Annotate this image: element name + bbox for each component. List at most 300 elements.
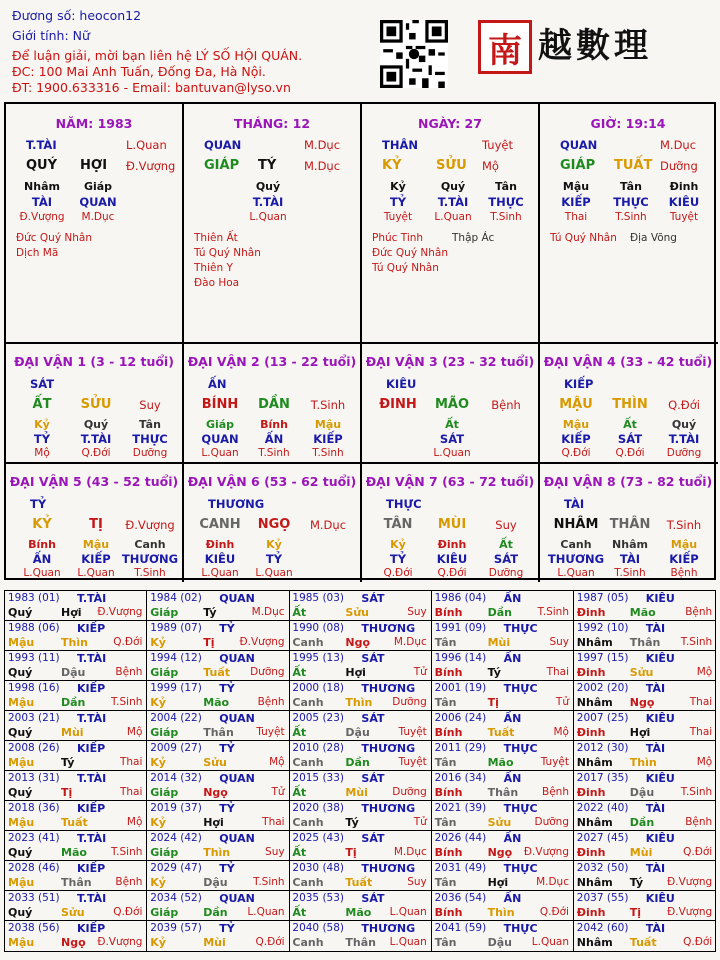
year-can: Canh (292, 876, 324, 889)
year-label: 1983 (01) (8, 592, 60, 604)
year-chi: Mùi (629, 846, 653, 859)
year-label: 1990 (08) (292, 622, 345, 634)
dai-van-star: THỰC (386, 497, 422, 511)
dai-van-hidden-star: ẤN (264, 432, 284, 446)
dai-van-hidden: Đinh (437, 538, 467, 551)
year-can: Mậu (8, 636, 35, 649)
year-status: Mộ (696, 756, 713, 768)
pillar-chi: TÝ (258, 158, 277, 173)
year-cell[interactable] (147, 681, 289, 711)
year-can: Đinh (576, 846, 606, 859)
pillar-can: QUÝ (26, 158, 58, 173)
contact-note[interactable]: Để luận giải, mời bạn liên hệ LÝ SỐ HỘI QUÁN. (12, 48, 303, 63)
year-star: KIẾP (77, 742, 106, 755)
year-label: 2034 (52) (150, 892, 202, 904)
year-cell[interactable] (574, 681, 716, 711)
year-cell[interactable] (289, 891, 431, 921)
dai-van-2[interactable] (184, 342, 362, 462)
dai-van-hidden-star: TÀI (619, 552, 641, 566)
dai-van-hidden-star: ẤN (32, 552, 52, 566)
year-star: QUAN (219, 772, 255, 785)
year-label: 2026 (44) (434, 832, 487, 844)
year-star: SÁT (361, 652, 385, 665)
year-label: 2008 (26) (8, 742, 60, 754)
year-star: KIÊU (645, 592, 675, 605)
year-star: KIÊU (645, 892, 675, 905)
year-status: Mộ (553, 726, 569, 738)
special-star: Địa Võng (630, 232, 677, 244)
dai-van-title: ĐẠI VẬN 4 (33 - 42 tuổi) (543, 354, 713, 369)
year-can: Đinh (576, 786, 606, 799)
year-status: Tử (271, 786, 285, 798)
year-cell[interactable] (5, 801, 147, 831)
year-star: THỰC (503, 922, 538, 935)
year-cell[interactable] (147, 711, 289, 741)
year-cell[interactable] (147, 831, 289, 861)
year-cell[interactable] (147, 651, 289, 681)
year-cell[interactable] (5, 651, 147, 681)
year-star: QUAN (219, 652, 255, 665)
year-status: Mộ (126, 726, 143, 738)
year-chi: Dậu (487, 936, 512, 949)
year-cell[interactable] (432, 801, 574, 831)
hidden-star: THỰC (613, 195, 649, 209)
year-label: 2031 (49) (434, 862, 487, 874)
year-label: 1996 (14) (434, 652, 487, 664)
year-cell[interactable] (289, 801, 431, 831)
year-star: SÁT (361, 592, 385, 605)
dai-van-hidden-star: SÁT (617, 432, 643, 446)
year-status: Bệnh (115, 666, 143, 678)
year-label: 1999 (17) (150, 682, 202, 694)
chart-header (0, 0, 720, 100)
year-star: QUAN (219, 712, 255, 725)
year-star: KIÊU (645, 712, 675, 725)
dai-van-hidden-star: SÁT (439, 432, 465, 446)
year-chi: Tuất (203, 666, 230, 679)
dai-van-can: ĐINH (379, 397, 417, 412)
year-status: Tuyệt (398, 756, 427, 768)
year-label: 2036 (54) (434, 892, 487, 904)
year-star: TỶ (219, 862, 235, 875)
pillar-title: NGÀY: 27 (418, 116, 482, 131)
year-cell[interactable] (574, 801, 716, 831)
pillar-top-star: QUAN (560, 138, 598, 152)
dai-van-chi: TỊ (89, 517, 103, 532)
year-star: SÁT (361, 832, 385, 845)
special-star: Phúc Tinh (372, 232, 424, 244)
dai-van-can: BÍNH (201, 397, 239, 412)
year-label: 2009 (27) (150, 742, 202, 754)
dai-van-hidden-star: KIÊU (436, 552, 468, 566)
year-cell[interactable] (432, 681, 574, 711)
year-cell[interactable] (432, 891, 574, 921)
year-can: Mậu (8, 756, 35, 769)
year-cell[interactable] (574, 591, 716, 621)
qr-code-icon[interactable] (380, 20, 448, 88)
year-label: 2033 (51) (8, 892, 60, 904)
dai-van-8[interactable] (540, 462, 718, 582)
year-can: Canh (292, 816, 324, 829)
year-cell[interactable] (574, 651, 716, 681)
year-star: THƯƠNG (361, 862, 416, 875)
year-status: Đ.Vượng (667, 906, 713, 918)
year-cell[interactable] (289, 741, 431, 771)
year-chi: Sửu (203, 756, 227, 769)
year-can: Quý (8, 846, 33, 859)
special-star: Tú Quý Nhân (194, 247, 261, 259)
year-chi: Hợi (203, 816, 224, 829)
dai-van-status: Suy (139, 398, 161, 412)
year-star: KIẾP (77, 622, 106, 635)
hidden-star: T.TÀI (437, 195, 469, 209)
dai-van-hidden-star: TỶ (389, 552, 407, 566)
year-chi: Ngọ (629, 696, 655, 709)
pillar-top-status: L.Quan (126, 138, 167, 152)
year-status: Dưỡng (250, 666, 285, 678)
year-chi: Mùi (487, 636, 511, 649)
year-cell[interactable] (147, 741, 289, 771)
year-can: Tân (434, 636, 457, 649)
dai-van-hidden-star: THƯƠNG (121, 552, 179, 566)
year-chi: Tị (487, 696, 499, 709)
year-chi: Thìn (487, 906, 515, 919)
year-star: KIẾP (77, 682, 106, 695)
year-chi: Thân (629, 636, 661, 649)
dai-van-hidden-star: KIẾP (669, 552, 699, 566)
hidden-status: L.Quan (249, 211, 287, 223)
dai-van-hidden-status: Q.Đới (615, 447, 645, 459)
year-cell[interactable] (5, 831, 147, 861)
year-cell[interactable] (432, 921, 574, 951)
year-can: Ất (292, 666, 307, 679)
year-chi: Tý (61, 756, 75, 769)
pillar-top-status: M.Dục (660, 138, 697, 152)
year-cell[interactable] (147, 891, 289, 921)
year-cell[interactable] (289, 591, 431, 621)
year-cell[interactable] (289, 921, 431, 951)
year-cell[interactable] (5, 621, 147, 651)
year-status: Q.Đới (539, 906, 569, 918)
dai-van-hidden-status: L.Quan (433, 447, 471, 459)
year-label: 2037 (55) (576, 892, 629, 904)
year-chi: Thìn (203, 846, 231, 859)
year-status: Tuyệt (256, 726, 285, 738)
year-star: ẤN (503, 832, 522, 845)
year-chi: Hợi (629, 726, 651, 739)
year-status: Đ.Vượng (667, 876, 713, 888)
year-chi: Dậu (61, 666, 86, 679)
year-cell[interactable] (432, 651, 574, 681)
year-status: T.Sinh (253, 876, 285, 888)
year-status: M.Dục (393, 636, 427, 648)
year-label: 2019 (37) (150, 802, 202, 814)
dai-van-hidden-star: KIÊU (204, 552, 236, 566)
year-label: 1993 (11) (8, 652, 60, 664)
year-label: 2027 (45) (576, 832, 629, 844)
year-status: Bệnh (257, 696, 285, 708)
year-star: TÀI (645, 742, 666, 755)
pillar-chi-status: Mộ (482, 159, 499, 173)
dai-van-status: Suy (495, 518, 517, 532)
hidden-star: TỶ (389, 195, 407, 209)
year-cell[interactable] (432, 591, 574, 621)
dai-van-status: Đ.Vượng (125, 518, 175, 532)
hidden-stem: Mậu (562, 180, 590, 193)
year-star: ẤN (503, 592, 522, 605)
hidden-stem: Nhâm (24, 180, 60, 193)
year-cell[interactable] (432, 771, 574, 801)
year-label: 1987 (05) (576, 592, 629, 604)
year-label: 2040 (58) (292, 922, 345, 934)
year-can: Kỷ (150, 696, 166, 709)
year-cell[interactable] (574, 891, 716, 921)
dai-van-1[interactable] (6, 342, 184, 462)
year-chi: Hợi (487, 876, 509, 889)
year-cell[interactable] (289, 861, 431, 891)
dai-van-5[interactable] (6, 462, 184, 582)
year-label: 2014 (32) (150, 772, 202, 784)
year-chi: Dậu (345, 726, 370, 739)
year-can: Tân (434, 756, 457, 769)
year-label: 2021 (39) (434, 802, 487, 814)
dai-van-can: KỶ (32, 517, 52, 532)
year-cell[interactable] (5, 771, 147, 801)
dai-van-hidden-status: Q.Đới (561, 447, 591, 459)
year-chi: Thìn (345, 696, 373, 709)
year-cell[interactable] (5, 681, 147, 711)
dai-van-hidden-star: THỰC (132, 432, 168, 446)
year-cell[interactable] (432, 711, 574, 741)
year-can: Nhâm (576, 636, 613, 649)
year-chi: Dần (61, 696, 86, 709)
year-can: Bính (434, 606, 463, 619)
dai-van-title: ĐẠI VẬN 5 (43 - 52 tuổi) (9, 474, 179, 489)
year-cell[interactable] (289, 711, 431, 741)
year-label: 2016 (34) (434, 772, 487, 784)
pillar-title: GIỜ: 19:14 (590, 116, 666, 131)
dai-van-chi: DẦN (258, 397, 290, 412)
year-chi: Tuất (487, 726, 515, 739)
year-label: 1985 (03) (292, 592, 345, 604)
dai-van-hidden: Canh (134, 538, 166, 551)
year-cell[interactable] (432, 741, 574, 771)
year-cell[interactable] (5, 921, 147, 951)
dai-van-hidden-status: Q.Đới (81, 447, 111, 459)
year-chi: Thìn (61, 636, 88, 649)
hidden-status: T.Sinh (490, 211, 522, 223)
year-status: Thai (119, 756, 143, 768)
year-cell[interactable] (289, 771, 431, 801)
year-cell[interactable] (289, 651, 431, 681)
year-status: L.Quan (247, 906, 285, 918)
pillar-top-status: M.Dục (304, 138, 341, 152)
phone-email[interactable]: ĐT: 1900.633316 - Email: bantuvan@lyso.vn (12, 80, 291, 95)
year-can: Canh (292, 936, 324, 949)
year-status: T.Sinh (537, 606, 569, 618)
year-cell[interactable] (5, 591, 147, 621)
dai-van-hidden-star: KIẾP (81, 552, 111, 566)
dai-van-status: T.Sinh (310, 398, 346, 412)
year-cell[interactable] (147, 621, 289, 651)
year-cell[interactable] (432, 831, 574, 861)
dai-van-title: ĐẠI VẬN 7 (63 - 72 tuổi) (365, 474, 535, 489)
year-star: KIÊU (645, 772, 675, 785)
dai-van-status: Q.Đới (668, 398, 700, 412)
year-label: 1998 (16) (8, 682, 60, 694)
dai-van-star: THƯƠNG (208, 497, 265, 511)
year-cell[interactable] (5, 711, 147, 741)
year-star: T.TÀI (77, 652, 107, 665)
year-can: Kỷ (150, 816, 166, 829)
dai-van-chi: MÙI (437, 517, 467, 532)
year-can: Kỷ (150, 876, 166, 889)
year-cell[interactable] (5, 891, 147, 921)
hidden-stem: Quý (440, 180, 466, 193)
year-cell[interactable] (574, 711, 716, 741)
year-star: TỶ (219, 742, 235, 755)
year-status: Thai (119, 786, 143, 798)
year-star: TÀI (645, 922, 666, 935)
year-label: 1997 (15) (576, 652, 629, 664)
year-cell[interactable] (289, 621, 431, 651)
dai-van-hidden-status: Dưỡng (488, 567, 524, 579)
year-can: Tân (434, 816, 457, 829)
pillar-chi-status: Đ.Vượng (126, 159, 176, 173)
year-chi: Thìn (629, 756, 657, 769)
year-chi: Dậu (629, 786, 655, 799)
year-status: Bệnh (542, 786, 569, 798)
dai-van-7[interactable] (362, 462, 540, 582)
dai-van-hidden-status: Dưỡng (666, 447, 702, 459)
pillar-3 (540, 104, 718, 342)
year-cell[interactable] (147, 921, 289, 951)
year-star: TÀI (645, 622, 666, 635)
year-status: Tử (413, 666, 427, 678)
dai-van-6[interactable] (184, 462, 362, 582)
dai-van-3[interactable] (362, 342, 540, 462)
year-star: KIÊU (645, 832, 675, 845)
dai-van-status: Bệnh (491, 398, 521, 412)
dai-van-4[interactable] (540, 342, 718, 462)
year-cell[interactable] (574, 741, 716, 771)
year-chi: Tý (203, 606, 217, 619)
dai-van-hidden: Mậu (562, 418, 590, 431)
dai-van-hidden: Kỷ (266, 538, 282, 551)
year-star: THỰC (503, 802, 538, 815)
year-cell[interactable] (5, 741, 147, 771)
year-cell[interactable] (147, 861, 289, 891)
hidden-stem: Đinh (669, 180, 699, 193)
pillar-can: GIÁP (560, 158, 596, 173)
pillar-title: NĂM: 1983 (55, 116, 133, 131)
dai-van-hidden-star: TỶ (265, 552, 283, 566)
year-star: QUAN (219, 832, 255, 845)
dai-van-hidden-status: L.Quan (557, 567, 595, 579)
year-star: QUAN (219, 592, 255, 605)
hidden-star: T.TÀI (252, 195, 284, 209)
year-cell[interactable] (574, 861, 716, 891)
year-chi: Ngọ (487, 846, 513, 859)
year-cell[interactable] (5, 861, 147, 891)
year-cell[interactable] (147, 591, 289, 621)
dai-van-hidden-status: L.Quan (201, 567, 239, 579)
year-chi: Sửu (345, 606, 369, 619)
dai-van-hidden-status: L.Quan (23, 567, 61, 579)
year-status: Mộ (126, 816, 143, 828)
dai-van-chi: THÌN (612, 397, 648, 412)
year-can: Mậu (8, 816, 35, 829)
year-status: Thai (689, 726, 713, 738)
year-can: Nhâm (576, 936, 613, 949)
year-star: THƯƠNG (361, 742, 416, 755)
year-label: 1991 (09) (434, 622, 487, 634)
year-label: 2010 (28) (292, 742, 345, 754)
year-chi: Tý (487, 666, 501, 679)
year-star: THỰC (503, 742, 538, 755)
dai-van-chi: MÃO (434, 397, 470, 412)
year-chi: Tuất (61, 816, 88, 829)
year-cell[interactable] (574, 621, 716, 651)
hidden-status: T.Sinh (615, 211, 647, 223)
dai-van-hidden-status: Q.Đới (437, 567, 467, 579)
year-cell[interactable] (432, 621, 574, 651)
year-can: Mậu (8, 936, 35, 949)
year-label: 2006 (24) (434, 712, 487, 724)
brand-logo-text: 越數理 (538, 26, 652, 66)
year-cell[interactable] (574, 831, 716, 861)
year-chi: Tị (61, 786, 73, 799)
year-cell[interactable] (574, 921, 716, 951)
year-label: 2011 (29) (434, 742, 487, 754)
year-star: KIÊU (645, 652, 675, 665)
year-chi: Thân (203, 726, 234, 739)
year-cell[interactable] (289, 681, 431, 711)
hidden-status: Đ.Vượng (19, 211, 65, 223)
year-can: Bính (434, 786, 463, 799)
year-can: Giáp (150, 846, 179, 859)
year-cell[interactable] (432, 861, 574, 891)
year-label: 2001 (19) (434, 682, 487, 694)
pillar-title: THÁNG: 12 (233, 116, 311, 131)
year-chi: Dần (345, 756, 370, 769)
year-cell[interactable] (289, 831, 431, 861)
dai-van-hidden-star: SÁT (493, 552, 519, 566)
year-star: T.TÀI (77, 832, 107, 845)
year-status: Đ.Vượng (239, 636, 285, 648)
pillar-chi-status: M.Dục (304, 159, 341, 173)
year-chi: Mùi (203, 936, 226, 949)
dai-van-hidden-status: Q.Đới (383, 567, 413, 579)
hidden-star: QUAN (79, 195, 117, 209)
year-label: 2038 (56) (8, 922, 60, 934)
year-cell[interactable] (147, 771, 289, 801)
dai-van-can: MẬU (559, 397, 593, 412)
year-status: L.Quan (389, 936, 427, 948)
year-can: Mậu (8, 876, 35, 889)
dai-van-hidden-star: KIẾP (561, 432, 591, 446)
year-cell[interactable] (574, 771, 716, 801)
year-status: Thai (689, 696, 713, 708)
year-cell[interactable] (147, 801, 289, 831)
dai-van-hidden: Kỷ (390, 538, 406, 551)
dai-van-hidden-star: TỶ (33, 432, 51, 446)
year-status: Tuyệt (398, 726, 427, 738)
pillar-top-star: QUAN (204, 138, 242, 152)
year-label: 2030 (48) (292, 862, 345, 874)
dai-van-hidden-star: KIẾP (313, 432, 343, 446)
year-star: T.TÀI (77, 772, 107, 785)
